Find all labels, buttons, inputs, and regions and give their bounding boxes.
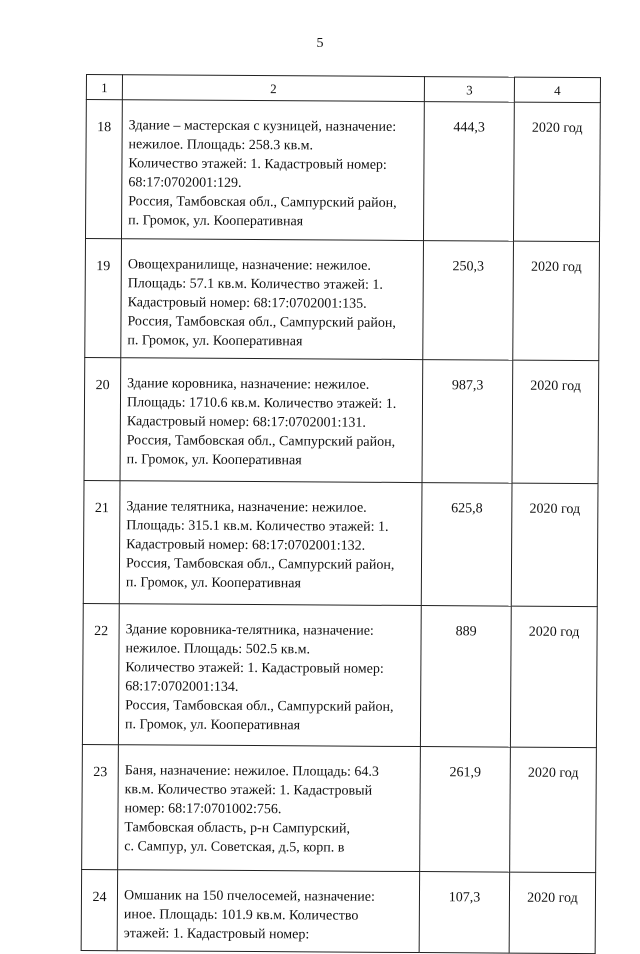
description-line: с. Сампур, ул. Советская, д.5, корп. в bbox=[124, 839, 345, 856]
description-line: Россия, Тамбовская обл., Сампурский район, bbox=[128, 194, 397, 211]
header-cell-3: 3 bbox=[424, 77, 514, 103]
table-row bbox=[83, 480, 598, 606]
description-line: Площадь: 57.1 кв.м. Количество этажей: 1. bbox=[127, 276, 384, 293]
description-line: кв.м. Количество этажей: 1. Кадастровый bbox=[124, 782, 373, 799]
description-line: Количество этажей: 1. Кадастровый номер: bbox=[125, 660, 384, 677]
row-number: 18 bbox=[85, 100, 122, 239]
object-description bbox=[121, 100, 424, 241]
object-description bbox=[121, 239, 424, 360]
description-line: Кадастровый номер: 68:17:0702001:131. bbox=[126, 414, 366, 431]
description-line: номер: 68:17:0701002:756. bbox=[124, 801, 282, 818]
description-line: п. Громок, ул. Кооперативная bbox=[127, 333, 303, 350]
object-description bbox=[118, 604, 421, 747]
object-area: 261,9 bbox=[420, 747, 511, 873]
description-line: Здание коровника-телятника, назначение: bbox=[125, 622, 374, 639]
description-line: Кадастровый номер: 68:17:0702001:132. bbox=[126, 537, 366, 554]
description-line: п. Громок, ул. Кооперативная bbox=[124, 717, 301, 734]
object-year: 2020 год bbox=[512, 360, 599, 484]
object-year: 2020 год bbox=[510, 747, 597, 873]
description-line: этажей: 1. Кадастровый номер: bbox=[123, 926, 310, 943]
object-area: 107,3 bbox=[419, 872, 509, 954]
table-row bbox=[84, 357, 599, 483]
object-description bbox=[119, 481, 422, 606]
object-area: 889 bbox=[420, 606, 511, 748]
header-cell-4: 4 bbox=[514, 77, 600, 103]
description-line: Овощехранилище, назначение: нежилое. bbox=[127, 257, 371, 274]
object-year: 2020 год bbox=[510, 606, 597, 748]
row-number: 20 bbox=[84, 357, 121, 480]
description-line: Россия, Тамбовская обл., Сампурский район, bbox=[125, 698, 394, 715]
description-line: Площадь: 1710.6 кв.м. Количество этажей: 1. bbox=[126, 395, 397, 412]
description-line: Россия, Тамбовская обл., Сампурский район, bbox=[126, 433, 396, 450]
row-number: 24 bbox=[81, 869, 117, 950]
description-line: иное. Площадь: 101.9 кв.м. Количество bbox=[123, 907, 359, 924]
row-number: 19 bbox=[85, 238, 122, 357]
object-area: 444,3 bbox=[423, 102, 514, 242]
description-line: нежилое. Площадь: 502.5 кв.м. bbox=[125, 641, 311, 658]
page-number: 5 bbox=[316, 36, 324, 51]
description-line: п. Громок, ул. Кооперативная bbox=[125, 575, 301, 592]
description-line: нежилое. Площадь: 258.3 кв.м. bbox=[128, 137, 314, 154]
table-row bbox=[81, 869, 595, 953]
description-line: Тамбовская область, р-н Сампурский, bbox=[124, 820, 351, 837]
description-line: Баня, назначение: нежилое. Площадь: 64.3 bbox=[124, 763, 379, 780]
description-line: Кадастровый номер: 68:17:0702001:135. bbox=[127, 295, 367, 312]
object-area: 625,8 bbox=[421, 483, 512, 607]
header-cell-2: 2 bbox=[122, 75, 424, 102]
description-line: Россия, Тамбовская обл., Сампурский район, bbox=[125, 556, 395, 573]
table-row bbox=[85, 100, 600, 242]
object-area: 987,3 bbox=[422, 360, 513, 484]
row-number: 21 bbox=[83, 480, 120, 603]
table-row bbox=[82, 744, 597, 872]
description-line: Омшаник на 150 пчелосемей, назначение: bbox=[123, 888, 375, 905]
object-area: 250,3 bbox=[423, 241, 514, 361]
header-cell-1: 1 bbox=[86, 75, 122, 100]
row-number: 23 bbox=[82, 744, 119, 869]
object-year: 2020 год bbox=[513, 241, 600, 361]
object-year: 2020 год bbox=[511, 483, 598, 607]
object-year: 2020 год bbox=[513, 102, 600, 242]
description-line: Здание коровника, назначение: нежилое. bbox=[127, 376, 370, 393]
object-description bbox=[120, 358, 423, 483]
description-line: 68:17:0702001:134. bbox=[125, 679, 239, 695]
description-line: Здание – мастерская с кузницей, назначение: bbox=[128, 118, 397, 135]
object-description bbox=[118, 745, 421, 872]
description-line: Количество этажей: 1. Кадастровый номер: bbox=[128, 156, 387, 173]
description-line: Площадь: 315.1 кв.м. Количество этажей: 1. bbox=[126, 518, 389, 535]
property-registry-table bbox=[81, 74, 601, 954]
table-row bbox=[85, 238, 600, 360]
description-line: п. Громок, ул. Кооперативная bbox=[128, 213, 304, 230]
table-row bbox=[82, 603, 597, 747]
description-line: Россия, Тамбовская обл., Сампурский район, bbox=[127, 314, 396, 331]
description-line: п. Громок, ул. Кооперативная bbox=[126, 452, 302, 469]
description-line: Здание телятника, назначение: нежилое. bbox=[126, 499, 367, 516]
row-number: 22 bbox=[82, 603, 119, 744]
table-header-row bbox=[86, 75, 600, 103]
object-year: 2020 год bbox=[509, 872, 595, 954]
description-line: 68:17:0702001:129. bbox=[128, 175, 242, 191]
object-description bbox=[117, 870, 419, 953]
